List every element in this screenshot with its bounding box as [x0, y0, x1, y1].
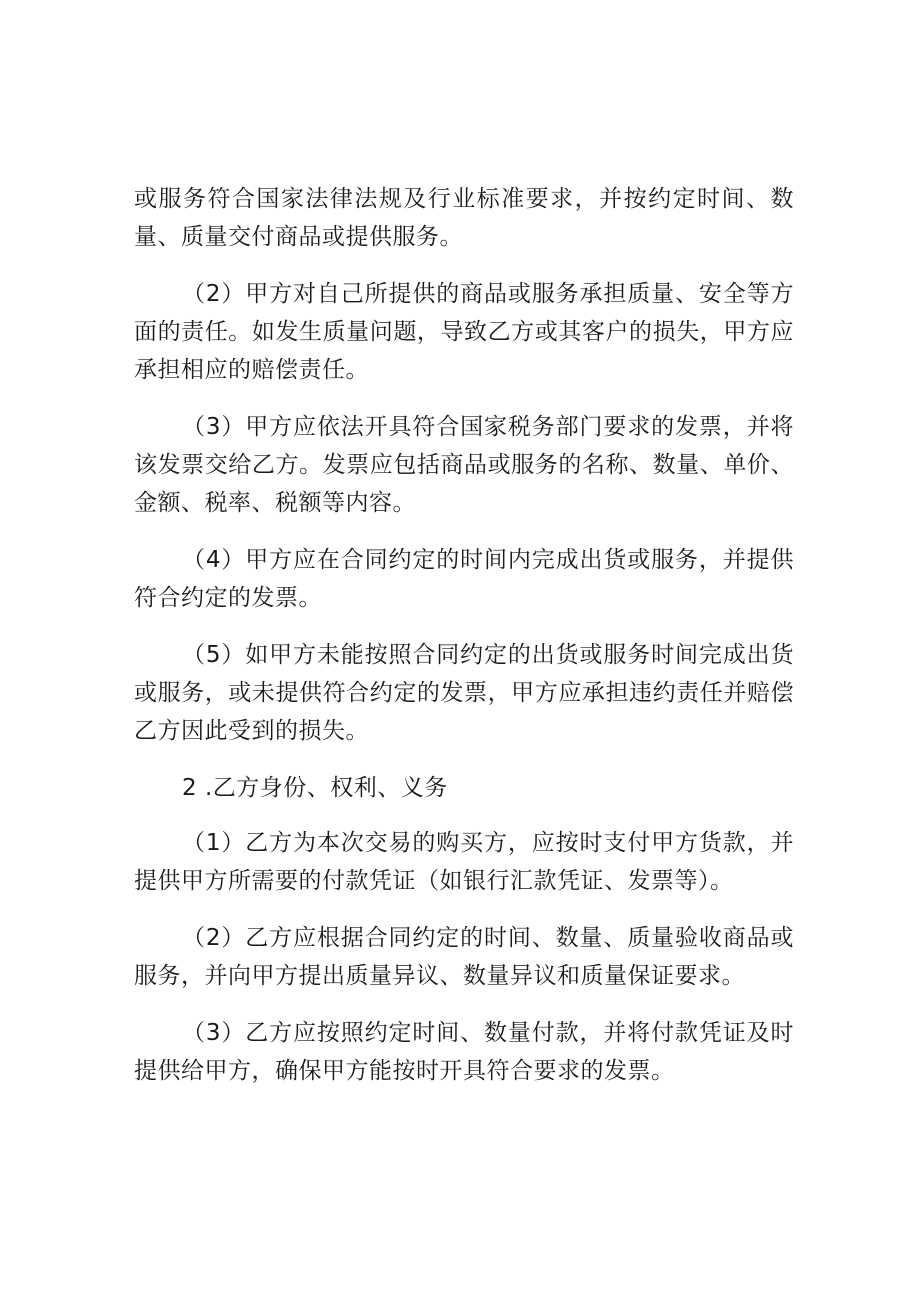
paragraph-party-b-1: （1）乙方为本次交易的购买方，应按时支付甲方货款，并提供甲方所需要的付款凭证（如银行汇款凭证、发票等）。 [134, 830, 794, 894]
paragraph-party-a-4: （4）甲方应在合同约定的时间内完成出货或服务，并提供符合约定的发票。 [134, 547, 794, 611]
paragraph-party-b-3: （3）乙方应按照约定时间、数量付款，并将付款凭证及时提供给甲方，确保甲方能按时开具符合要求的发票。 [134, 1020, 794, 1084]
document-body [134, 180, 794, 1109]
paragraph-party-a-5: （5）如甲方未能按照合同约定的出货或服务时间完成出货或服务，或未提供符合约定的发票，甲方应承担违约责任并赔偿乙方因此受到的损失。 [134, 642, 794, 744]
section-heading-party-b: 2 .乙方身份、权利、义务 [182, 775, 448, 801]
paragraph-party-a-2: （2）甲方对自己所提供的商品或服务承担质量、安全等方面的责任。如发生质量问题，导致乙方或其客户的损失，甲方应承担相应的赔偿责任。 [134, 281, 794, 383]
paragraph-party-a-3: （3）甲方应依法开具符合国家税务部门要求的发票，并将该发票交给乙方。发票应包括商品或服务的名称、数量、单价、金额、税率、税额等内容。 [134, 414, 794, 516]
paragraph-party-b-2: （2）乙方应根据合同约定的时间、数量、质量验收商品或服务，并向甲方提出质量异议、数量异议和质量保证要求。 [134, 925, 794, 989]
paragraph-continuation: 或服务符合国家法律法规及行业标准要求，并按约定时间、数量、质量交付商品或提供服务。 [134, 186, 794, 250]
